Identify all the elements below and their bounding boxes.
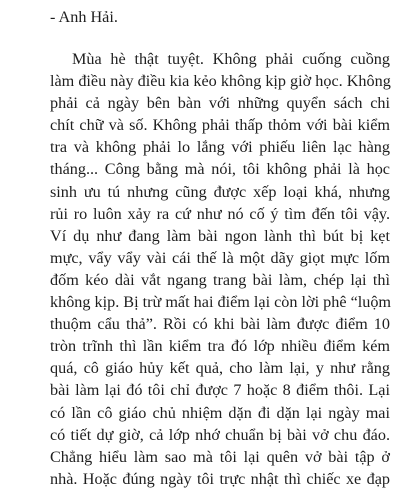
text-line: quá, cô giáo hủy kết quả, cho làm lại, y như rằng bbox=[50, 359, 390, 378]
text-line: tháng... Công bằng mà nói, tôi không phải là học bbox=[50, 160, 390, 179]
body-paragraph bbox=[50, 48, 390, 490]
text-line: nhà. Hoặc đúng ngày tôi trực nhật thì chiếc xe đạp bbox=[50, 469, 390, 488]
text-line: không kịp. Bị trừ mất hai điểm lại còn lời phê “luộm bbox=[50, 293, 392, 312]
text-line: tra và không phải lo lắng với phiếu liên lạc hàng bbox=[50, 138, 390, 157]
text-line: chít chữ và số. Không phải thấp thỏm với bài kiểm bbox=[50, 116, 390, 135]
text-line: có lần cô giáo chủ nhiệm dặn đi dặn lại ngày mai bbox=[50, 403, 390, 422]
text-line: Chẳng hiểu làm sao mà tôi lại quên vở bài tập ở bbox=[50, 447, 390, 466]
text-line: Ví dụ như đang làm bài ngon lành thì bút bị kẹt bbox=[50, 226, 390, 245]
text-line: Mùa hè thật tuyệt. Không phải cuống cuồng bbox=[72, 50, 390, 68]
text-line: mực, vẩy vẩy vài cái thế là một dãy giọt mực lốm bbox=[50, 248, 390, 267]
text-line: làm điều này điều kia kẻo không kịp giờ học. Không bbox=[50, 72, 391, 91]
text-line: thuộm cẩu thả”. Rồi có khi bài làm được điểm 10 bbox=[50, 315, 390, 334]
text-line: tròn trĩnh thì lần kiểm tra đó lớp nhiều điểm kém bbox=[50, 337, 390, 356]
text-line: bài làm lại đó tôi chỉ được 7 hoặc 8 điểm thôi. Lại bbox=[50, 381, 390, 400]
text-line: đốm kéo dài vắt ngang trang bài làm, chép lại thì bbox=[50, 270, 390, 289]
text-line: sinh ưu tú nhưng cũng được xếp loại khá, nhưng bbox=[50, 182, 390, 201]
author-signature: - Anh Hải. bbox=[50, 8, 118, 26]
text-line: rủi ro luôn xảy ra cứ như nó cố ý tìm đến tôi vậy. bbox=[50, 204, 390, 223]
text-line: có tiết dự giờ, cả lớp nhớ chuẩn bị bài vở chu đáo. bbox=[50, 425, 390, 444]
text-line: phải cả ngày bên bàn với những quyển sách chi bbox=[50, 94, 390, 113]
